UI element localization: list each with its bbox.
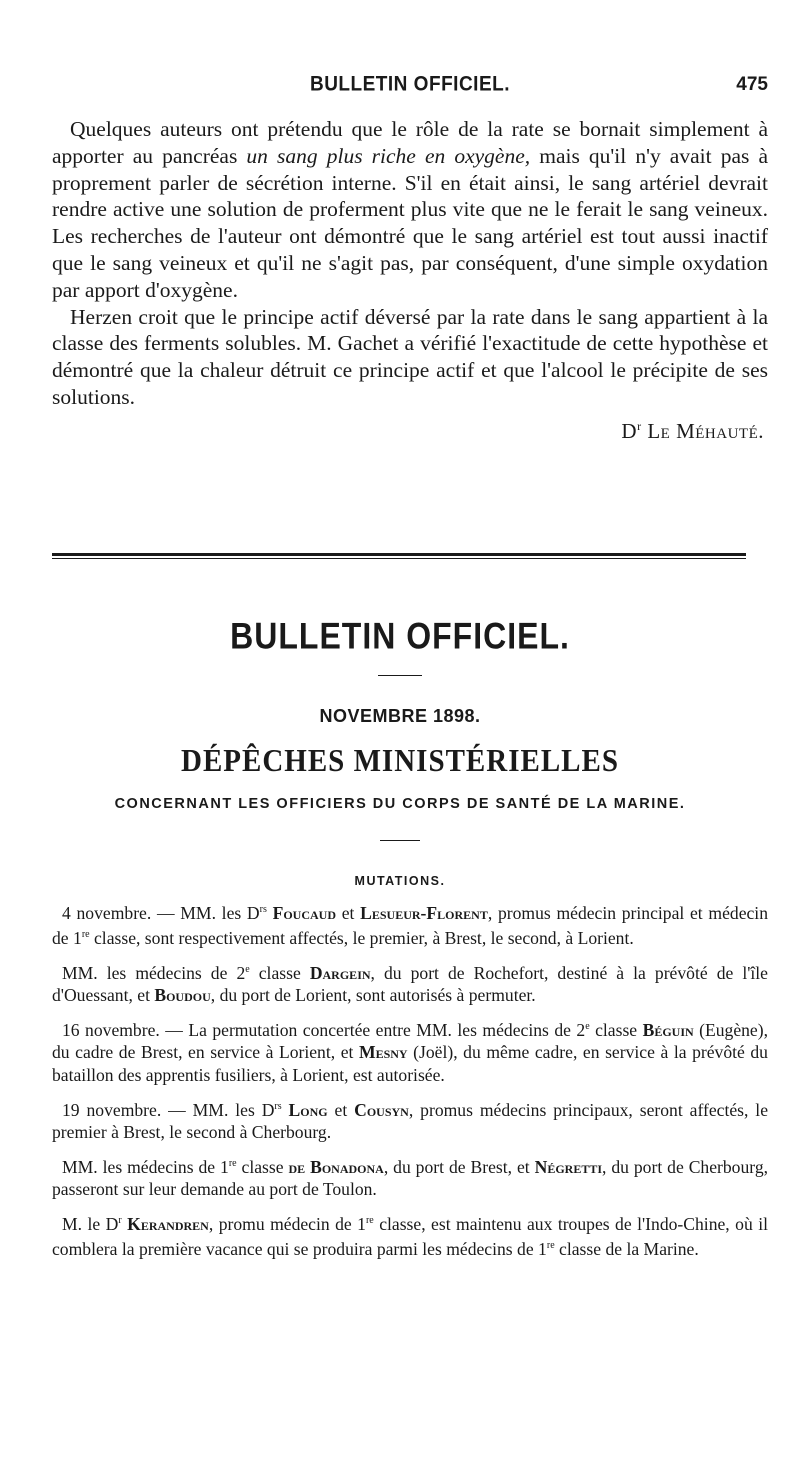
mutation-entry: M. le $D^r$ Kerandren, promu médecin de 1re classe, est maintenu aux troupes de l'Indo-Chine, où il comblera la première vacance qui se produira parmi les médecins de 1re classe de la Marine. bbox=[52, 1213, 768, 1259]
month-heading: NOVEMBRE 1898. bbox=[319, 706, 481, 726]
mutation-entry: 19 novembre. — MM. les $D^{rs}$ Long et Cousyn, promus médecins principaux, seront affectés, le premier à Brest, le second à Cherbourg. bbox=[52, 1099, 769, 1143]
short-rule bbox=[380, 840, 420, 841]
depeches-heading: DÉPÊCHES MINISTÉRIELLES bbox=[181, 743, 619, 779]
mutation-entry: MM. les médecins de 1re classe de Bonadona, du port de Brest, et Négretti, du port de Cherbourg, passeront sur leur demande au port de Toulon. bbox=[52, 1156, 769, 1200]
page-number: 475 bbox=[736, 74, 768, 95]
section-divider bbox=[52, 553, 746, 556]
article-body bbox=[52, 116, 768, 445]
mutation-entry: MM. les médecins de 2e classe Dargein, du port de Rochefort, destiné à la prévôté de l'île d'Ouessant, et Boudou, du port de Lorient, sont autorisés à permuter. bbox=[52, 962, 768, 1006]
article-paragraph-1: Quelques auteurs ont prétendu que le rôle de la rate se bornait simplement à apporter au pancréas un sang plus riche en oxygène, mais qu'il n'y avait pas à proprement parler de sécrétion interne. S'il en était ainsi, le sang artériel devrait rendre active une solution de proferment plus vite que ne le ferait le sang veineux. Les recherches de l'auteur ont démontré que le sang artériel est tout aussi inactif que le sang veineux et qu'il ne s'agit pas, par conséquent, d'une simple oxydation par apport d'oxygène. bbox=[52, 117, 768, 302]
mutation-entry: 4 novembre. — MM. les $D^{rs}$ Foucaud et Lesueur-Florent, promus médecin principal et médecin de 1re classe, sont respectivement affectés, le premier, à Brest, le second, à Lorient. bbox=[52, 902, 768, 949]
mutations-heading: MUTATIONS. bbox=[354, 874, 446, 888]
article-paragraph-2: Herzen croit que le principe actif déversé par la rate dans le sang appartient à la classe des ferments solubles. M. Gachet a vérifié l'exactitude de cette hypothèse et démontré que la chaleur détruit ce principe actif et que l'alcool le précipite de ses solutions. bbox=[52, 304, 768, 409]
mutation-entry: 16 novembre. — La permutation concertée entre MM. les médecins de 2e classe Béguin (Eugène), du cadre de Brest, en service à Lorient, et Mesny (Joël), du même cadre, en service à la prévôté du bataillon des apprentis fusiliers, à Lorient, est autorisée. bbox=[52, 1019, 768, 1085]
short-rule bbox=[378, 675, 422, 676]
running-title: BULLETIN OFFICIEL. bbox=[309, 72, 511, 97]
author-signature: $D^r$ Le Méhauté. bbox=[621, 418, 764, 443]
section-divider-thin bbox=[52, 558, 746, 559]
subheading: CONCERNANT LES OFFICIERS DU CORPS DE SANTÉ DE LA MARINE. bbox=[114, 796, 686, 812]
page-header bbox=[52, 74, 768, 102]
bulletin-title: BULLETIN OFFICIEL. bbox=[230, 615, 570, 657]
mutations-list bbox=[52, 899, 768, 1270]
italic-phrase: un sang plus riche en oxygène, bbox=[246, 143, 531, 168]
